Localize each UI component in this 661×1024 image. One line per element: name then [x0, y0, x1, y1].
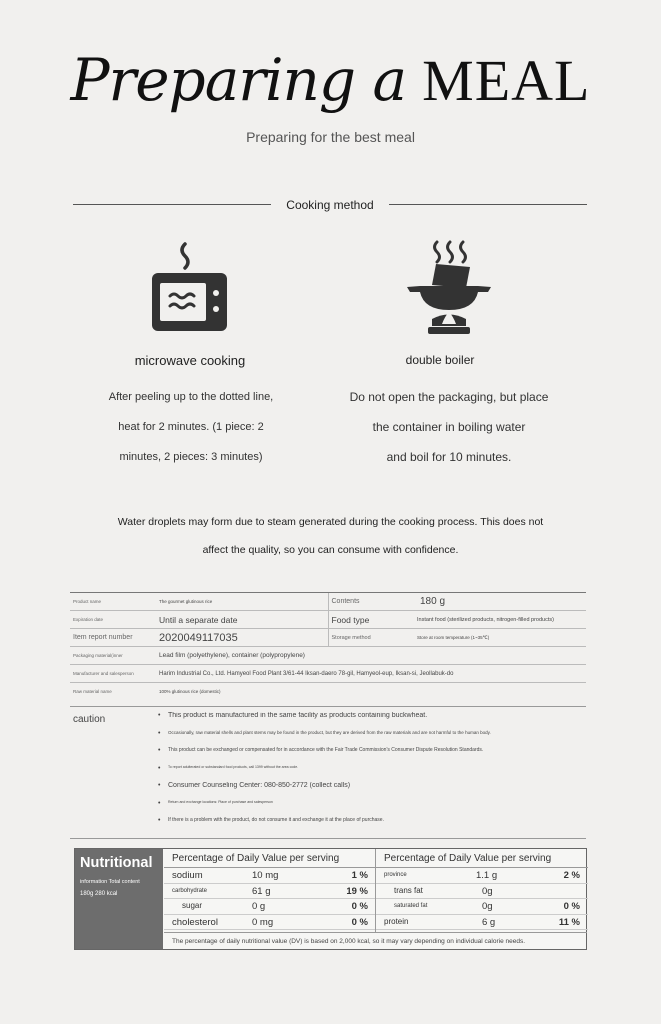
nutrition-info-line: information Total content — [80, 879, 140, 885]
microwave-instructions — [96, 382, 286, 472]
boiler-instructions — [326, 382, 572, 472]
nutrient-percent: 0 % — [351, 901, 368, 912]
table-row — [70, 665, 586, 683]
title-caps: MEAL — [422, 48, 591, 113]
nutrient-percent: 0 % — [563, 901, 580, 912]
nutrition-panel — [74, 848, 587, 950]
boiler-line: the container in boiling water — [372, 420, 526, 434]
nutrition-column-right — [376, 849, 588, 930]
nutrition-summary — [75, 849, 163, 949]
nutrition-header: Percentage of Daily Value per serving — [376, 849, 588, 868]
cooking-method-title: Cooking method — [286, 198, 374, 212]
caution-item: • Return and exchange locations: Place of purchase and salesperson — [158, 800, 588, 817]
expiration-value: Until a separate date — [156, 611, 328, 629]
table-row — [70, 593, 586, 611]
nutrition-title: Nutritional — [80, 855, 153, 871]
nutrient-name: sugar — [182, 901, 203, 910]
pot-steam-icon — [404, 240, 494, 341]
packaging-label: Packaging material(inner — [70, 647, 156, 665]
nutrient-percent: 11 % — [558, 916, 580, 928]
nutrient-row — [376, 899, 588, 915]
nutrient-percent: 19 % — [346, 885, 368, 897]
storage-value: Store at room temperature (1~35℃) — [414, 629, 586, 647]
boiler-line: and boil for 10 minutes. — [386, 450, 512, 464]
contents-value: 180 g — [414, 593, 586, 611]
nutrient-name: trans fat — [394, 885, 423, 895]
raw-material-value: 100% glutinous rice (domestic) — [156, 683, 586, 701]
microwave-line: heat for 2 minutes. (1 piece: 2 — [118, 421, 264, 433]
nutrient-amount: 0 g — [252, 901, 266, 912]
nutrition-footnote: The percentage of daily nutritional value (DV) is based on 2,000 kcal, so it may vary depending on individual calorie needs. — [164, 932, 587, 949]
caution-bottom-divider — [70, 838, 586, 839]
manufacturer-value: Harim Industrial Co., Ltd. Hamyeol Food Plant 3/61-44 Iksan-daero 78-gil, Hamyeol-eup, Iksan-si, Jeollabuk-do — [156, 665, 586, 683]
nutrient-name: cholesterol — [172, 916, 218, 928]
caution-item: • Occasionally, raw material shells and plant stems may be found in the product, but they are derived from the raw materials and are not harmful to the human body. — [158, 730, 588, 747]
caution-item: • This product is manufactured in the same facility as products containing buckwheat. — [158, 712, 588, 730]
nutrient-row — [164, 899, 376, 915]
table-bottom-divider — [70, 706, 586, 707]
nutrient-row — [164, 915, 376, 931]
nutrient-percent: 2 % — [563, 870, 580, 881]
divider-right — [389, 204, 587, 205]
nutrient-name: saturated fat — [394, 903, 428, 909]
nutrient-percent: 0 % — [351, 916, 368, 928]
title-italic: Preparing a — [70, 46, 407, 114]
microwave-line: After peeling up to the dotted line, — [108, 391, 274, 403]
nutrition-column-left — [164, 849, 376, 930]
nutrient-row — [376, 915, 588, 931]
table-row — [70, 611, 586, 629]
method-name-microwave: microwave cooking — [134, 353, 246, 368]
steam-note — [70, 508, 591, 564]
report-value: 2020049117035 — [156, 629, 328, 647]
packaging-value: Lead film (polyethylene), container (polypropylene) — [156, 647, 586, 665]
food-type-label: Food type — [328, 611, 414, 629]
product-name-label: Product name — [70, 593, 156, 611]
nutrient-name: protein — [384, 916, 409, 926]
caution-item: • If there is a problem with the product, do not consume it and exchange it at the place of purchase. — [158, 817, 588, 835]
nutrient-name: sodium — [172, 870, 203, 881]
raw-material-label: Raw material name — [70, 683, 156, 701]
nutrient-percent: 1 % — [351, 870, 368, 881]
method-name-boiler: double boiler — [405, 353, 475, 367]
nutrient-amount: 6 g — [482, 916, 496, 928]
table-row — [70, 629, 586, 647]
note-line: affect the quality, so you can consume with confidence. — [202, 544, 459, 556]
nutrient-name: province — [384, 872, 407, 878]
storage-label: Storage method — [328, 629, 414, 647]
expiration-label: Expiration date — [70, 611, 156, 629]
nutrition-kcal: 180g 280 kcal — [80, 891, 118, 897]
table-row — [70, 683, 586, 701]
nutrient-row — [376, 868, 588, 884]
nutrient-amount: 0g — [482, 885, 493, 897]
note-line: Water droplets may form due to steam generated during the cooking process. This does not — [117, 516, 544, 528]
caution-label: caution — [73, 714, 106, 725]
caution-item: • Consumer Counseling Center: 080-850-2772 (collect calls) — [158, 782, 588, 800]
microwave-icon — [148, 240, 230, 339]
nutrient-amount: 61 g — [252, 885, 271, 897]
manufacturer-label: Manufacturer and salesperson — [70, 665, 156, 683]
food-type-value: Instant food (sterilized products, nitrogen-filled products) — [414, 611, 586, 629]
nutrient-amount: 0g — [482, 901, 493, 912]
caution-item: • To report adulterated or substandard food products, call 1399 without the area code. — [158, 765, 588, 782]
nutrient-row — [164, 884, 376, 900]
nutrient-amount: 1.1 g — [476, 870, 498, 881]
boiler-line: Do not open the packaging, but place — [349, 390, 549, 404]
table-row — [70, 647, 586, 665]
nutrition-header: Percentage of Daily Value per serving — [164, 849, 376, 868]
page-title — [0, 46, 661, 114]
report-label: Item report number — [70, 629, 156, 647]
nutrient-name: carbohydrate — [172, 887, 208, 894]
caution-item: • This product can be exchanged or compensated for in accordance with the Fair Trade Commission's Consumer Dispute Resolution Standards. — [158, 747, 588, 765]
microwave-line: minutes, 2 pieces: 3 minutes) — [119, 451, 263, 463]
product-info-table — [70, 592, 586, 701]
nutrient-row — [376, 884, 588, 900]
caution-list — [158, 712, 588, 835]
page-subtitle: Preparing for the best meal — [246, 129, 415, 145]
nutrient-amount: 0 mg — [252, 916, 274, 928]
nutrient-amount: 10 mg — [252, 870, 279, 881]
divider-left — [73, 204, 271, 205]
product-name-value: The gourmet glutinous rice — [156, 593, 328, 611]
nutrient-row — [164, 868, 376, 884]
contents-label: Contents — [328, 593, 414, 611]
